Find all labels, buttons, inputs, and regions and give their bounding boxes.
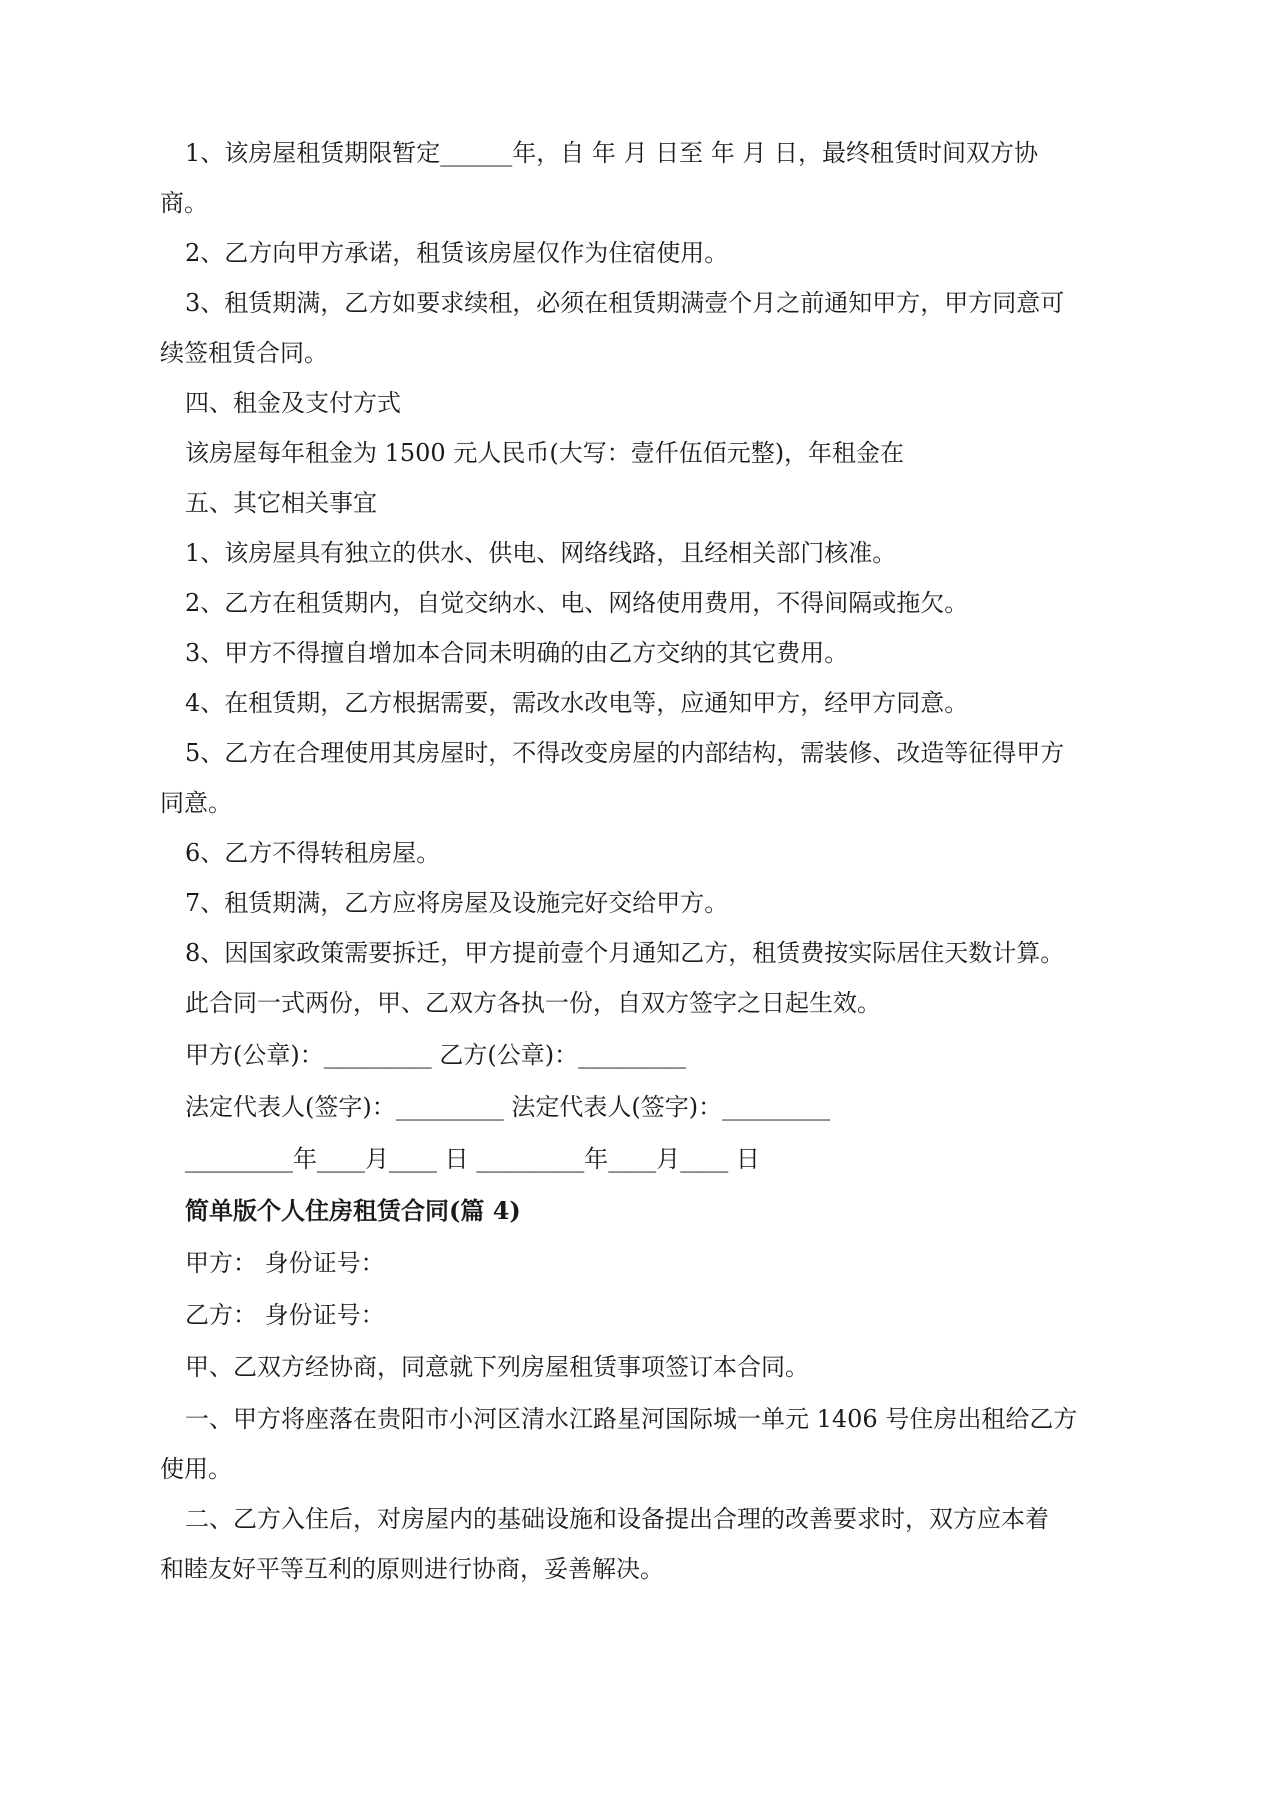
other-clause-5-cont: 同意。 — [160, 789, 232, 817]
seal-line: 甲方(公章)：_________ 乙方(公章)：_________ — [185, 1041, 687, 1069]
lease-term-clause: 1、该房屋租赁期限暂定______年，自 年 月 日至 年 月 日，最终租赁时间双方协 — [185, 139, 1039, 167]
other-clause-3: 3、甲方不得擅自增加本合同未明确的由乙方交纳的其它费用。 — [185, 639, 849, 667]
representative-line: 法定代表人(签字)：_________ 法定代表人(签字)：_________ — [185, 1093, 831, 1121]
other-clause-1: 1、该房屋具有独立的供水、供电、网络线路，且经相关部门核准。 — [185, 539, 897, 567]
other-clause-7: 7、租赁期满，乙方应将房屋及设施完好交给甲方。 — [185, 889, 729, 917]
usage-clause: 2、乙方向甲方承诺，租赁该房屋仅作为住宿使用。 — [185, 239, 729, 267]
other-clause-6: 6、乙方不得转租房屋。 — [185, 839, 441, 867]
party-a-line: 甲方： 身份证号： — [185, 1249, 385, 1277]
property-clause-cont: 使用。 — [160, 1455, 232, 1483]
rent-amount: 该房屋每年租金为 1500 元人民币(大写：壹仟伍佰元整)，年租金在 — [185, 439, 905, 467]
property-clause: 一、甲方将座落在贵阳市小河区清水江路星河国际城一单元 1406 号住房出租给乙方 — [185, 1405, 1078, 1433]
improvement-clause: 二、乙方入住后，对房屋内的基础设施和设备提出合理的改善要求时，双方应本着 — [185, 1505, 1049, 1533]
section-heading-rent: 四、租金及支付方式 — [185, 389, 401, 417]
other-clause-4: 4、在租赁期，乙方根据需要，需改水改电等，应通知甲方，经甲方同意。 — [185, 689, 969, 717]
other-clause-2: 2、乙方在租赁期内，自觉交纳水、电、网络使用费用，不得间隔或拖欠。 — [185, 589, 969, 617]
renewal-clause-cont: 续签租赁合同。 — [160, 339, 328, 367]
copies-clause: 此合同一式两份，甲、乙双方各执一份，自双方签字之日起生效。 — [185, 989, 881, 1017]
section-heading-other: 五、其它相关事宜 — [185, 489, 377, 517]
date-line: _________年____月____ 日 _________年____月____ 日 — [185, 1145, 760, 1173]
section-title: 简单版个人住房租赁合同(篇 4) — [185, 1196, 521, 1225]
other-clause-5: 5、乙方在合理使用其房屋时，不得改变房屋的内部结构，需装修、改造等征得甲方 — [185, 739, 1065, 767]
improvement-clause-cont: 和睦友好平等互利的原则进行协商，妥善解决。 — [160, 1555, 664, 1583]
other-clause-8: 8、因国家政策需要拆迁，甲方提前壹个月通知乙方，租赁费按实际居住天数计算。 — [185, 939, 1065, 967]
agreement-intro: 甲、乙双方经协商，同意就下列房屋租赁事项签订本合同。 — [185, 1353, 809, 1381]
party-b-line: 乙方： 身份证号： — [185, 1301, 385, 1329]
renewal-clause: 3、租赁期满，乙方如要求续租，必须在租赁期满壹个月之前通知甲方，甲方同意可 — [185, 289, 1065, 317]
lease-term-clause-cont: 商。 — [160, 189, 208, 217]
